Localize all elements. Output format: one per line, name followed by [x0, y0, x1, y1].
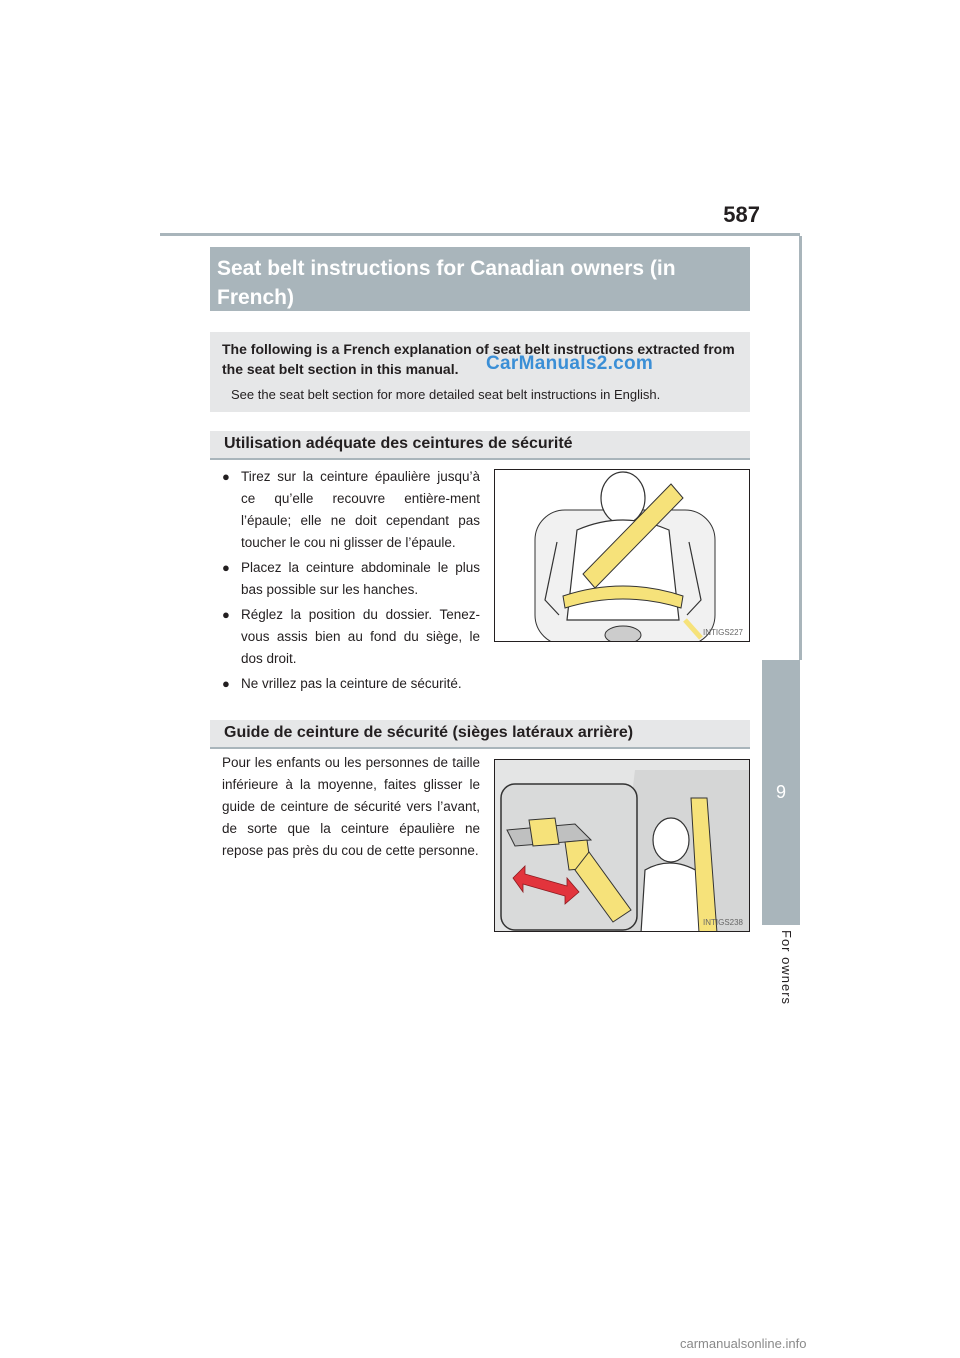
- intro-sub-text: See the seat belt section for more detailed seat belt instructions in English.: [231, 387, 661, 402]
- seated-person-graphic: [495, 470, 750, 642]
- chapter-tab[interactable]: 9: [762, 660, 800, 925]
- belt-guide-illustration: [494, 759, 750, 932]
- figure-code: INTIGS238: [702, 918, 743, 927]
- chapter-label: For owners: [779, 930, 794, 1006]
- bullet-text: Placez la ceinture abdominale le plus bas possible sur les hanches.: [241, 560, 480, 597]
- header-rule: [160, 233, 800, 236]
- list-item: [222, 673, 480, 695]
- belt-guide-paragraph: Pour les enfants ou les personnes de taille inférieure à la moyenne, faites glisser le guide de ceinture de sécurité vers l’avant, de sorte que la ceinture épaulière ne repose pas près du cou de cette personne.: [222, 755, 480, 858]
- belt-guide-graphic: [495, 760, 750, 932]
- bullet-icon: ●: [222, 676, 230, 691]
- list-item: [222, 466, 480, 554]
- intro-main-text: The following is a French explanation of seat belt instructions extracted from the seat belt section in this manual.: [222, 341, 735, 377]
- bullet-list: [222, 466, 480, 698]
- section-title: Seat belt instructions for Canadian owners (in French): [210, 247, 750, 311]
- bullet-text: Ne vrillez pas la ceinture de sécurité.: [241, 676, 462, 691]
- footer-watermark: carmanualsonline.info: [680, 1336, 807, 1351]
- bullet-text: Tirez sur la ceinture épaulière jusqu’à ce qu’elle recouvre entière-ment l’épaule; elle ne doit cependant pas toucher le cou ni glisser de l’épaule.: [241, 469, 480, 550]
- side-rule: [799, 236, 802, 660]
- bullet-icon: ●: [222, 607, 230, 622]
- figure-code: INTIGS227: [702, 628, 743, 637]
- bullet-text: Réglez la position du dossier. Tenez-vous assis bien au fond du siège, le dos droit.: [241, 607, 480, 666]
- list-item: [222, 557, 480, 601]
- bullet-icon: ●: [222, 469, 230, 484]
- subsection-heading-belt-guide: Guide de ceinture de sécurité (sièges latéraux arrière): [210, 720, 750, 749]
- page-number: 587: [723, 202, 760, 227]
- list-item: [222, 604, 480, 670]
- subsection-heading-proper-use: Utilisation adéquate des ceintures de sécurité: [210, 431, 750, 460]
- seatbelt-wearing-illustration: [494, 469, 750, 642]
- intro-box: [210, 332, 750, 412]
- watermark-link[interactable]: CarManuals2.com: [486, 353, 654, 374]
- bullet-icon: ●: [222, 560, 230, 575]
